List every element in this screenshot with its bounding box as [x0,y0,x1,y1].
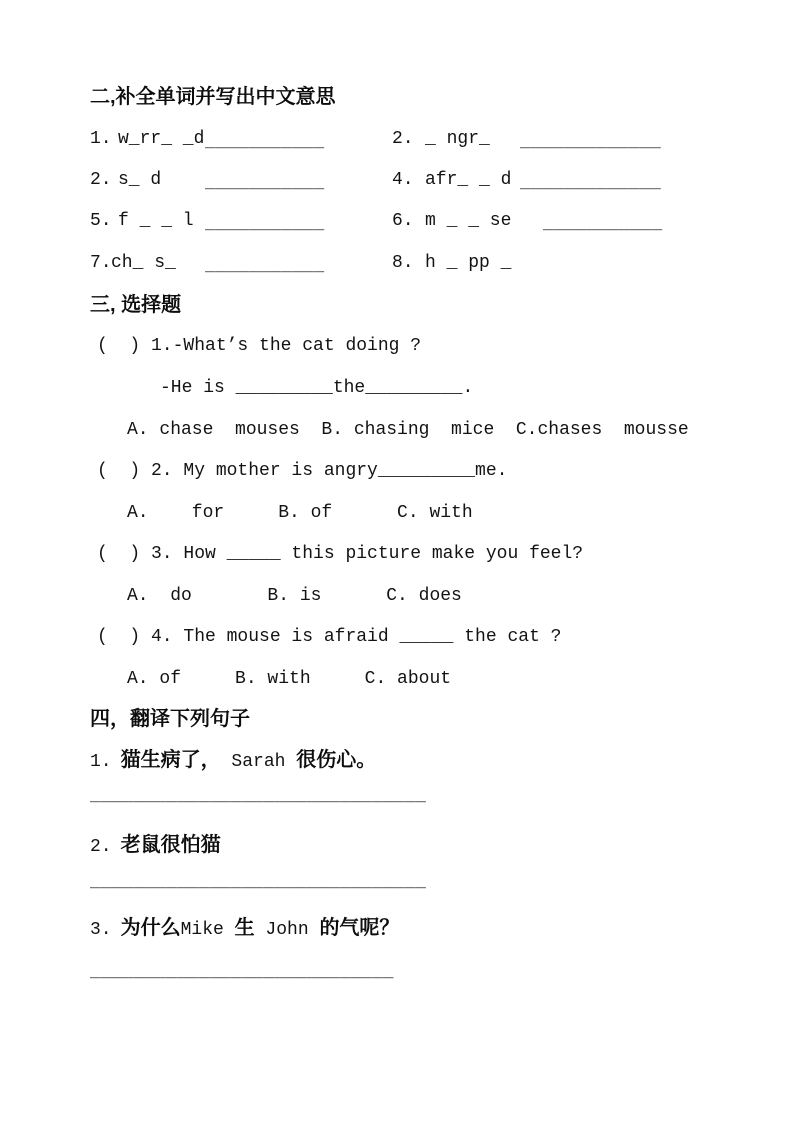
translation-number: 2. [90,837,112,857]
mc-options-line: A. for B. of C. with [127,503,473,523]
translation-en: Mike [180,920,235,940]
translation-blank-line: _______________________________ [90,782,426,803]
answer-blank: ___________ [205,128,325,149]
translation-number: 3. [90,920,112,940]
word-number: 1. [90,129,112,149]
translation-item [90,834,221,858]
word-text: afr_ _ d [425,170,512,190]
mc-question-line: ( ) 3. How _____ this picture make you feel? [97,544,584,564]
word-number: 6. [392,211,414,231]
section-two-title: 二,补全单词并写出中文意思 [90,86,336,108]
word-text: s_ d [118,170,162,190]
translation-item [90,749,376,773]
translation-item [90,917,399,941]
mc-question-line: ( ) 4. The mouse is afraid _____ the cat ? [97,627,562,647]
mc-options-line: A. of B. with C. about [127,669,452,689]
word-number: 2. [392,129,414,149]
word-text: _ ngr_ [425,129,490,149]
translation-zh: 很伤心。 [296,749,377,771]
answer-blank: ___________ [543,210,663,231]
mc-question-line: ( ) 1.-What’s the cat doing ? [97,336,422,356]
word-text: m _ _ se [425,211,512,231]
translation-zh: 的气呢？ [319,917,400,939]
translation-en: Sarah [220,752,297,772]
word-text: f _ _ l [118,211,194,231]
word-text: ch_ s_ [111,253,176,273]
answer-blank: ___________ [205,169,325,190]
word-number: 7. [90,253,112,273]
answer-blank: _____________ [520,128,661,149]
translation-zh: 为什么 [120,917,181,939]
mc-answer-line: -He is _________the_________. [160,378,474,398]
word-number: 5. [90,211,112,231]
translation-blank-line: ____________________________ [90,958,394,979]
answer-blank: ___________ [205,210,325,231]
mc-options-line: A. do B. is C. does [127,586,462,606]
word-number: 8. [392,253,414,273]
mc-question-line: ( ) 2. My mother is angry_________me. [97,461,508,481]
translation-zh: 猫生病了， [120,749,221,771]
section-four-title: 四，翻译下列句子 [90,708,250,730]
translation-zh: 老鼠很怕猫 [120,834,221,856]
answer-blank: _____________ [520,169,661,190]
mc-options-line: A. chase mouses B. chasing mice C.chases mousse [127,420,689,440]
word-text: h _ pp _ [425,253,512,273]
answer-blank: ___________ [205,252,325,273]
word-number: 4. [392,170,414,190]
translation-number: 1. [90,752,112,772]
word-number: 2. [90,170,112,190]
translation-zh: 生 [234,917,255,939]
word-text: w_rr_ _d [118,129,205,149]
section-three-title: 三, 选择题 [90,294,182,316]
translation-en: John [254,920,320,940]
translation-blank-line: _______________________________ [90,868,426,889]
